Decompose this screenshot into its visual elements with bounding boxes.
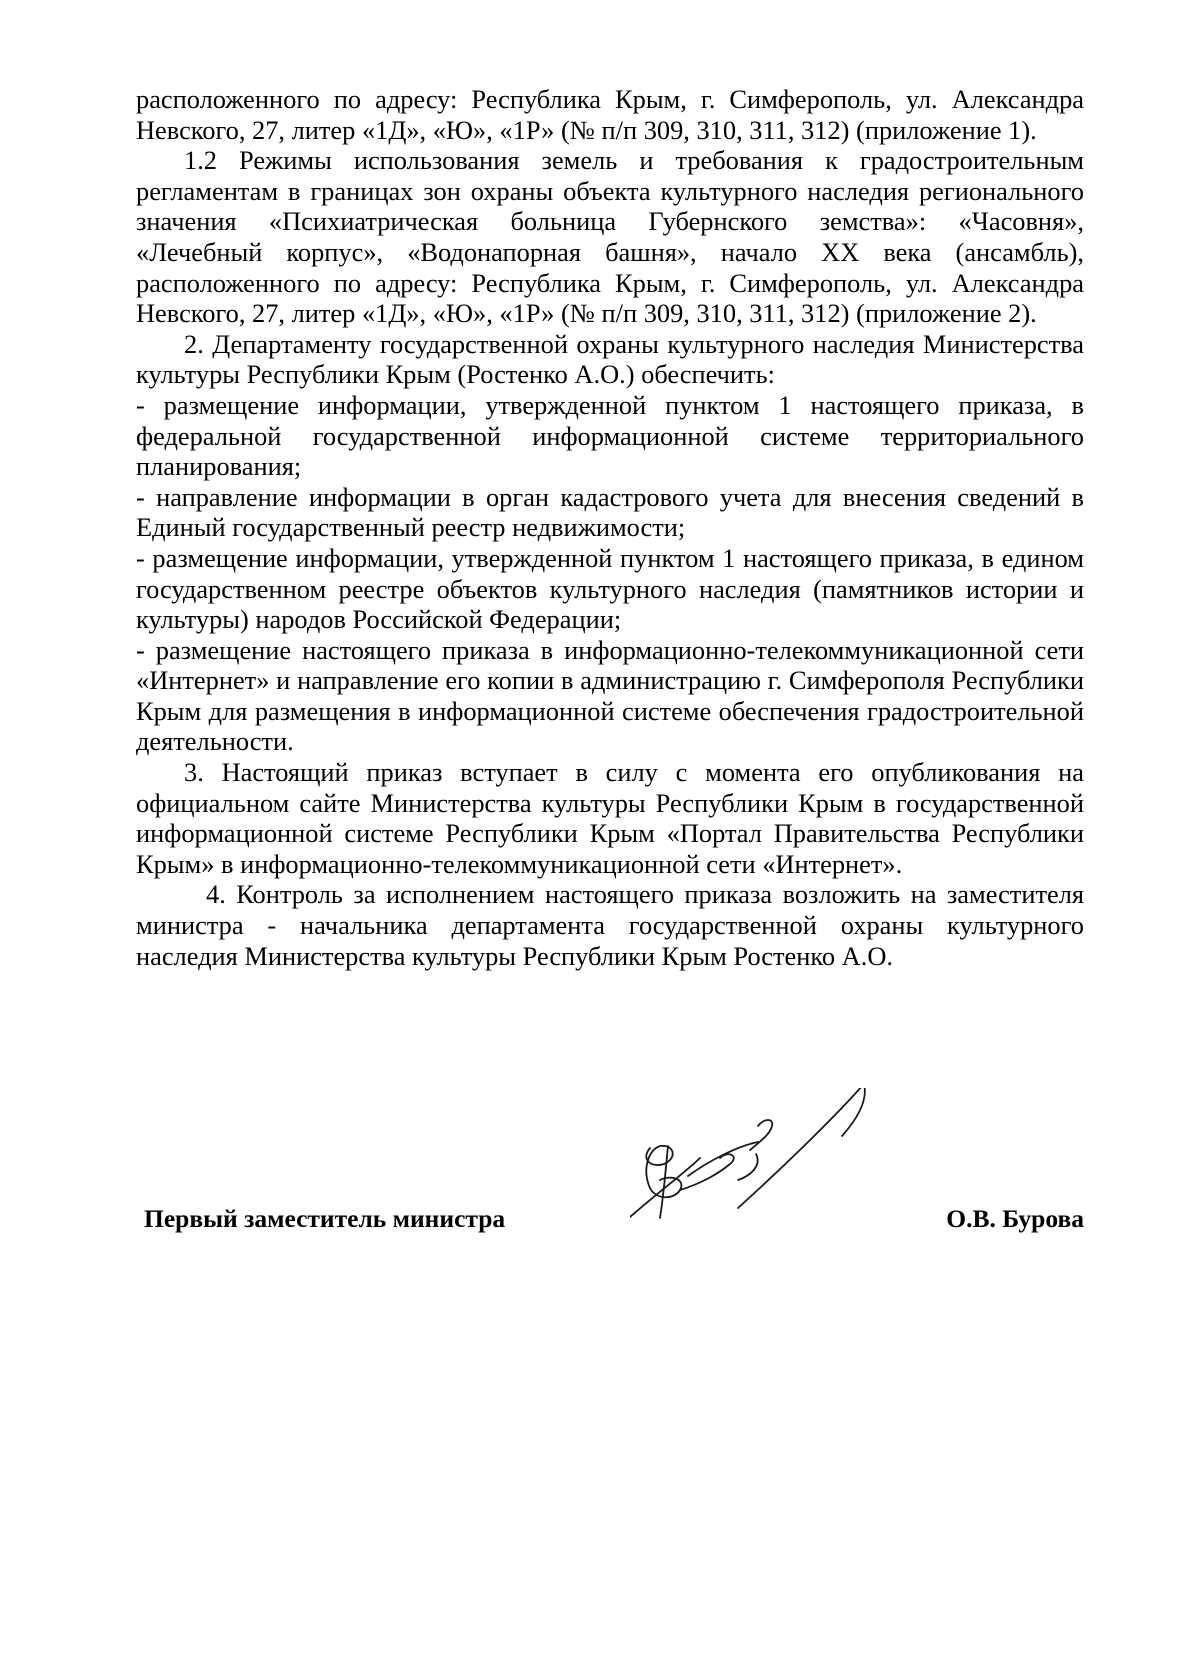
document-body bbox=[136, 84, 1084, 971]
paragraph-item-2: 2. Департаменту государственной охраны культурного наследия Министерства культуры Республики Крым (Ростенко А.О.) обеспечить: bbox=[136, 328, 1084, 390]
paragraph-bullet-4: - размещение настоящего приказа в информационно-телекоммуникационной сети «Интернет» и направление его копии в администрацию г. Симферополя Республики Крым для размещения в информационной системе обеспечения градостроительной деятельности. bbox=[136, 634, 1084, 757]
paragraph-item-4: 4. Контроль за исполнением настоящего приказа возложить на заместителя министра - начальника департамента государственной охраны культурного наследия Министерства культуры Республики Крым Ростенко А.О. bbox=[136, 879, 1084, 971]
paragraph-item-1-2: 1.2 Режимы использования земель и требования к градостроительным регламентам в границах зон охраны объекта культурного наследия регионального значения «Психиатрическая больница Губернского земства»: «Часовня», «Лечебный корпус», «Водонапорная башня», начало XX века (ансамбль), расположенного по адресу: Республика Крым, г. Симферополь, ул. Александра Невского, 27, литер «1Д», «Ю», «1Р» (№ п/п 309, 310, 311, 312) (приложение 2). bbox=[136, 145, 1084, 329]
paragraph-bullet-2: - направление информации в орган кадастрового учета для внесения сведений в Единый государственный реестр недвижимости; bbox=[136, 481, 1084, 543]
paragraph-address-continuation: расположенного по адресу: Республика Крым, г. Симферополь, ул. Александра Невского, 27, литер «1Д», «Ю», «1Р» (№ п/п 309, 310, 311, 312) (приложение 1). bbox=[136, 84, 1084, 145]
paragraph-item-3: 3. Настоящий приказ вступает в силу с момента его опубликования на официальном сайте Министерства культуры Республики Крым в государственной информационной системе Республики Крым «Портал Правительства Республики Крым» в информационно-телекоммуникационной сети «Интернет». bbox=[136, 757, 1084, 879]
signatory-title: Первый заместитель министра bbox=[144, 1204, 506, 1233]
paragraph-bullet-1: - размещение информации, утвержденной пунктом 1 настоящего приказа, в федеральной государственной информационной системе территориального планирования; bbox=[136, 389, 1084, 482]
paragraph-bullet-3: - размещение информации, утвержденной пунктом 1 настоящего приказа, в едином государственном реестре объектов культурного наследия (памятников истории и культуры) народов Российской Федерации; bbox=[136, 542, 1084, 635]
signature-block bbox=[136, 1088, 1084, 1268]
handwritten-signature-icon bbox=[630, 1088, 900, 1248]
signatory-name: О.В. Бурова bbox=[946, 1204, 1084, 1233]
